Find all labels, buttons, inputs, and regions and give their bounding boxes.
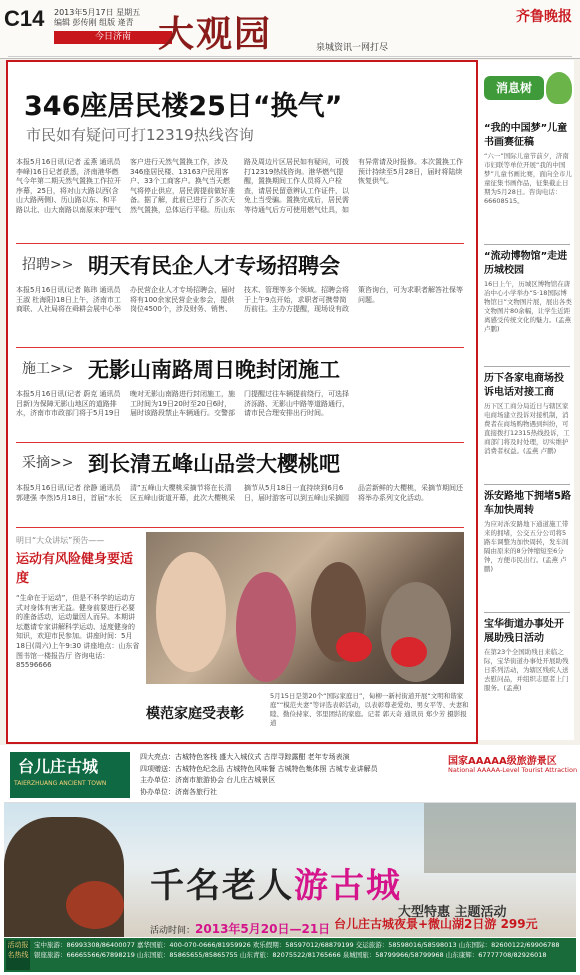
sidebar-item-body: “六一”国际儿童节前夕，济南市妇联等单位开展“我的中国梦”儿童书画比赛，面向全市儿童征集书画作品，征集截止日期为5月28日。咨询电话：66608515。 (484, 152, 572, 205)
sidebar-item-title: “流动博物馆”走进历城校园 (484, 251, 568, 276)
ad-price: 台儿庄古城夜景+微山湖2日游 299元 (334, 917, 538, 931)
ad-logo-title: 台儿庄古城 (18, 757, 99, 776)
sidebar-item-body: 16日上午，历城区博物馆在唐冶中心小学举办“5·18国际博物馆日”文物图片展，展出各类文物图片80余幅，让学生近距离感受传统文化的魅力。(孟燕 卢鹏) (484, 280, 572, 333)
lecture-body: “生命在于运动”，但是不科学的运动方式对身体有害无益。健身前要进行必要的准备活动，运动量因人而异。本期讲坛邀请专家讲解科学运动、适度健身的知识，欢迎市民参加。讲座时间：5月18日(周六)上午9:30 讲座地点：山东省图书馆一楼报告厅 咨询电话：85596666 (16, 594, 140, 670)
section-divider (16, 243, 464, 244)
lecture-notice (16, 535, 140, 725)
section-brand: 大观园 (158, 13, 273, 55)
photo-caption-text: 5月15日是第20个“国际家庭日”，甸柳一新村街道开展“文明和谐家庭”“模范夫妻”等评选表彰活动，以表彰尊老爱幼、男女平等、夫妻和睦、勤俭持家、邻里团结的家庭。记者 郭天奇 通讯员 郑少芳 摄影报道 (270, 692, 469, 727)
ad-subtitle: 大型特惠 主题活动 (398, 905, 507, 920)
ad-line: 四大亮点：古城特色客栈 盛大入城仪式 古岸寻踪露酣 老年专场表演 (140, 753, 350, 761)
picking-body: 本报5月16日讯(记者 徐静 通讯员 郭建强 李然)5月18日，首届“水长清”五峰山大樱桃采摘节将在长清区五峰山街道开幕，此次大樱桃采摘节从5月18日一直持续到6月6日，届时游客可以到五峰山采摘园品尝新鲜的大樱桃，采摘节期间还将举办系列文化活动。 (16, 484, 463, 502)
photo-caption-title: 模范家庭受表彰 (146, 706, 244, 722)
ad-feature-lines (140, 752, 440, 798)
lead-subheadline: 市民如有疑问可打12319热线咨询 (26, 126, 254, 144)
tree-icon (546, 72, 572, 104)
sidebar-logo-text: 消息树 (484, 76, 544, 100)
ad-time-label: 活动时间： (150, 926, 196, 936)
ad-event-time (150, 920, 330, 937)
red-ribbon-flower (391, 637, 427, 667)
ad-line: 四项赠送：古城特色纪念品 古城特色风味餐 古城特色集体照 古城专业讲解员 (140, 764, 378, 773)
lecture-note: 明日“大众讲坛”预告—— (16, 536, 105, 545)
section-divider (16, 347, 464, 348)
sidebar-divider (484, 612, 570, 613)
red-ribbon-flower (336, 632, 372, 662)
ad-contact-line: 银座旅游：66665566/67898219 山东国旅：85865655/85865755 山东青旅：82075522/81765666 泉城国旅：58799966/58799968 山东康辉：67777708/82926018 (34, 951, 547, 959)
slogan: 泉城资讯一网打尽 (316, 43, 389, 53)
newspaper-name: 齐鲁晚报 (516, 9, 572, 25)
photo-figure (381, 582, 451, 682)
date-line (54, 8, 140, 28)
ad-headline-part: 千名老人 (150, 866, 294, 906)
construction-headline: 无影山南路周日晚封闭施工 (88, 358, 340, 382)
section-tag-recruit: 招聘>> (22, 257, 74, 273)
ad-contact-line: 宝中旅游：86993308/86400077 嘉华国旅：400-070-0666/81959926 欢乐假期：58597012/68879199 交运旅游：58598016/58598013 山东国际：82600122/69906788 (34, 941, 560, 949)
ad-headline (150, 858, 402, 907)
ad-line: 主办单位：济南市旅游协会 台儿庄古城景区 (140, 776, 276, 784)
photo-figure (156, 552, 226, 672)
ad-contact-label: 活动报名热线 (6, 940, 30, 970)
recruit-headline: 明天有民企人才专场招聘会 (88, 254, 340, 278)
photo-figure (236, 572, 296, 682)
picking-headline: 到长清五峰山品尝大樱桃吧 (88, 452, 340, 476)
construction-body: 本报5月16日讯(记者 蔚克 通讯员 吕新)为保障无影山地区的道路排水，济南市市政部门将于5月19日晚对无影山南路进行封闭施工，施工时间为19日20时至20日6时，届时该路段禁止车辆通行。交警部门提醒过往车辆提前绕行，可选择济泺路、无影山中路等道路通行，请市民合理安排出行时间。 (16, 390, 349, 418)
sidebar-divider (484, 366, 570, 367)
sidebar-logo (484, 72, 574, 106)
sidebar-divider (484, 244, 570, 245)
sidebar-divider (484, 484, 570, 485)
section-tag-picking: 采摘>> (22, 455, 74, 471)
ad-logo-subtitle: TAIERZHUANG ANCIENT TOWN (14, 780, 107, 787)
section-divider (16, 527, 464, 528)
ad-logo (10, 752, 130, 798)
publish-date: 2013年5月17日 星期五 (54, 8, 141, 17)
sidebar-item-body: 为应对泺安路地下通道施工带来的拥堵，公交五分公司将5路车调整为加快周转，发车间隔由原来的8分钟缩短至6分钟，方便市民出行。(孟燕 卢鹏) (484, 520, 569, 573)
sidebar-item-title: 宝华街道办事处开展助残日活动 (484, 619, 564, 644)
recruit-body: 本报5月16日讯(记者 陈玮 通讯员 王淑 杜海阳)18日上午，济南市工商联、人社局将在舜耕会展中心举办民营企业人才专场招聘会，届时将有100余家民营企业参会，提供岗位4500个，涉及财务、销售、技术、管理等多个领域。招聘会将于上午9点开始，求职者可携带简历前往。主办方提醒，现场设有政策咨询台，可为求职者解答社保等问题。 (16, 286, 463, 314)
page-number: C14 (4, 6, 45, 31)
sidebar-item-title: “我的中国梦”儿童书画赛征稿 (484, 123, 568, 148)
family-award-photo (146, 532, 464, 684)
ad-contact-lines (34, 940, 560, 960)
lead-body: 本报5月16日讯(记者 孟燕 通讯员 李峰)16日记者获悉，济南港华燃气今年第二期天然气置换工作拉开序幕，25日，将对山大路以西(含山大路两侧)、历山路以东、和平路以北、山大南路以南原来护理气客户进行天然气置换工作，涉及346座居民楼、13163户民用客户、33个工商客户。换气当天燃气将停止供应，居民需提前做好准备。据了解，此前已进行了多次天然气置换，总体运行平稳。历山东路及周边片区居民如有疑问，可拨打12319热线咨询。港华燃气提醒，置换期间工作人员将入户检查，请居民留意辨认工作证件，以免上当受骗。置换完成后，居民需等待通气后方可使用燃气灶具，如有异常请及时报修。本次置换工作预计持续至5月28日，届时将陆续恢复供气。 (16, 158, 463, 214)
header-divider (8, 56, 572, 57)
sidebar-item-title: 历下各家电商场投诉电话对接工商 (484, 373, 564, 398)
ad-line: 协办单位：济南各旅行社 (140, 787, 217, 796)
ad-headline-highlight: 游古城 (294, 866, 402, 906)
section-tag-construction: 施工>> (22, 361, 74, 377)
drum-icon (66, 881, 124, 929)
sidebar-item-body: 历下区工商分局近日与辖区家电商场建立投诉对接机制，消费者在商场购物遇到纠纷，可直接拨打12315热线投诉，工商部门将及时处理，切实维护消费者权益。(孟燕 卢鹏) (484, 402, 570, 455)
ad-time-value: 2013年5月20日—21日 (195, 922, 331, 936)
sidebar-item-body: 在第23个全国助残日来临之际，宝华街道办事处开展助残日系列活动，为辖区残疾人送去慰问品，并组织志愿者上门服务。(孟燕) (484, 648, 569, 692)
editor-credit: 编辑 彭传刚 组版 逄青 (54, 18, 134, 27)
ancient-building (424, 803, 576, 873)
ad-rating-title: 国家AAAAA级旅游景区 (448, 756, 557, 767)
sidebar-item-title: 泺安路地下拥堵5路车加快周转 (484, 491, 571, 516)
section-divider (16, 442, 464, 443)
section-tag: 今日济南 (54, 31, 172, 44)
lead-headline: 346座居民楼25日“换气” (24, 91, 343, 122)
lecture-title: 运动有风险健身要适度 (16, 552, 134, 586)
ad-contact-bar (4, 938, 576, 972)
ad-rating-subtitle: National AAAAA-Level Tourist Attraction (448, 766, 578, 774)
